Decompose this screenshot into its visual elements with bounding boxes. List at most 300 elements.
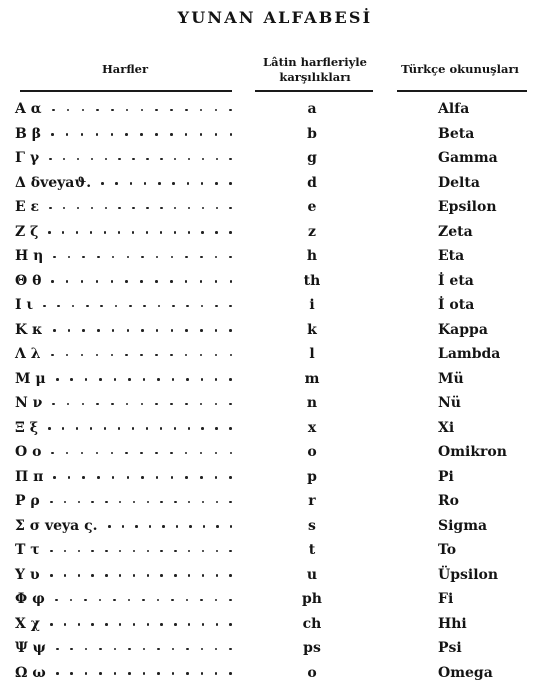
table-row xyxy=(0,637,550,662)
table-row xyxy=(0,564,550,589)
leader-dot xyxy=(185,452,188,455)
leader-dot xyxy=(230,354,233,357)
leader-dot xyxy=(66,280,69,283)
leader-dot xyxy=(105,207,108,210)
leader-dot xyxy=(156,256,159,259)
leader-dot xyxy=(84,599,87,602)
leader-dot xyxy=(57,305,60,308)
turkish-pronunciation: Xi xyxy=(438,419,455,436)
table-row xyxy=(0,196,550,221)
leader-dot xyxy=(216,574,219,577)
leader-dot xyxy=(185,280,188,283)
leader-dot xyxy=(172,305,175,308)
latin-equivalent: r xyxy=(308,493,316,509)
leader-dot xyxy=(201,427,204,430)
leader-dot xyxy=(200,599,203,602)
leader-dot xyxy=(113,599,116,602)
leader-dot xyxy=(170,403,173,406)
dot-leader xyxy=(49,203,232,213)
leader-dot xyxy=(127,476,130,479)
table-row xyxy=(0,588,550,613)
leader-dot xyxy=(229,378,232,381)
table-row xyxy=(0,392,550,417)
dot-leader xyxy=(101,179,232,189)
leader-dot xyxy=(201,648,204,651)
leader-dot xyxy=(188,501,191,504)
leader-dot xyxy=(230,280,233,283)
leader-dot xyxy=(128,648,131,651)
leader-dot xyxy=(147,550,150,553)
leader-dot xyxy=(82,403,85,406)
leader-dot xyxy=(135,525,138,528)
greek-letters: Ζ ζ xyxy=(15,223,39,240)
leader-dot xyxy=(229,329,232,332)
leader-dot xyxy=(147,501,150,504)
greek-letters: Ι ι xyxy=(15,297,34,313)
greek-letters: Λ λ xyxy=(15,346,41,362)
leader-dot xyxy=(200,280,203,283)
leader-dot xyxy=(156,329,159,332)
column-header-latin xyxy=(255,55,375,85)
leader-dot xyxy=(229,207,232,210)
leader-dot xyxy=(215,452,218,455)
leader-dot xyxy=(132,427,135,430)
table-row xyxy=(0,539,550,564)
leader-dot xyxy=(96,280,99,283)
latin-equivalent: th xyxy=(303,272,321,289)
leader-dot xyxy=(172,672,175,675)
greek-letters: Ρ ρ xyxy=(15,493,40,509)
leader-dot xyxy=(52,403,55,406)
leader-dot xyxy=(82,476,85,479)
leader-dot xyxy=(157,599,160,602)
column-header-turkish: Türkçe okunuşları xyxy=(401,62,519,76)
turkish-pronunciation: Üpsilon xyxy=(438,566,499,583)
leader-dot xyxy=(112,329,115,332)
leader-dot xyxy=(216,623,219,626)
leader-dot xyxy=(76,231,79,234)
leader-dot xyxy=(114,378,117,381)
leader-dot xyxy=(64,550,67,553)
leader-dot xyxy=(140,354,143,357)
turkish-pronunciation: İ eta xyxy=(438,272,474,289)
leader-dot xyxy=(229,109,232,112)
leader-dot xyxy=(85,648,88,651)
dot-leader xyxy=(49,154,232,164)
leader-dot xyxy=(185,133,188,136)
leader-dot xyxy=(108,525,111,528)
leader-dot xyxy=(81,133,84,136)
leader-dot xyxy=(202,158,205,161)
table-row xyxy=(0,98,550,123)
leader-dot xyxy=(68,476,71,479)
leader-dot xyxy=(91,623,94,626)
leader-dot xyxy=(170,109,173,112)
leader-dot xyxy=(99,378,102,381)
latin-equivalent: e xyxy=(307,199,317,215)
leader-dot xyxy=(170,133,173,136)
leader-dot xyxy=(188,207,191,210)
latin-equivalent: n xyxy=(306,395,318,411)
leader-dot xyxy=(146,427,149,430)
leader-dot xyxy=(155,452,158,455)
leader-dot xyxy=(229,623,232,626)
leader-dot xyxy=(50,550,53,553)
dot-leader xyxy=(56,644,232,654)
leader-dot xyxy=(140,280,143,283)
leader-dot xyxy=(186,672,189,675)
leader-dot xyxy=(49,207,52,210)
leader-dot xyxy=(186,648,189,651)
leader-dot xyxy=(63,158,66,161)
leader-dot xyxy=(127,329,130,332)
turkish-pronunciation: To xyxy=(438,542,457,558)
leader-dot xyxy=(143,305,146,308)
leader-dot xyxy=(188,427,191,430)
leader-dot xyxy=(229,427,232,430)
leader-dot xyxy=(146,158,149,161)
greek-letters: Ν ν xyxy=(15,395,43,411)
leader-dot xyxy=(72,305,75,308)
leader-dot xyxy=(156,476,159,479)
leader-dot xyxy=(174,550,177,553)
leader-dot xyxy=(96,403,99,406)
leader-dot xyxy=(215,182,218,185)
leader-dot xyxy=(215,231,218,234)
leader-dot xyxy=(56,378,59,381)
leader-dot xyxy=(215,109,218,112)
leader-dot xyxy=(146,207,149,210)
leader-dot xyxy=(49,158,52,161)
dot-leader xyxy=(56,669,232,679)
dot-leader xyxy=(51,448,232,458)
latin-equivalent: d xyxy=(307,174,317,191)
leader-dot xyxy=(111,354,114,357)
greek-letters: Σ σ veya ς. xyxy=(15,517,98,534)
leader-dot xyxy=(81,354,84,357)
turkish-pronunciation: İ ota xyxy=(438,297,475,313)
leader-dot xyxy=(50,501,53,504)
latin-equivalent: o xyxy=(307,444,317,460)
latin-equivalent: g xyxy=(307,150,317,166)
leader-dot xyxy=(201,182,204,185)
header-rule-turkish xyxy=(397,90,527,92)
greek-letters: Δ δveyaϑ. xyxy=(15,174,92,191)
leader-dot xyxy=(96,452,99,455)
dot-leader xyxy=(50,620,232,630)
leader-dot xyxy=(78,550,81,553)
leader-dot xyxy=(188,550,191,553)
turkish-pronunciation: Kappa xyxy=(438,321,488,338)
leader-dot xyxy=(126,403,129,406)
leader-dot xyxy=(185,354,188,357)
leader-dot xyxy=(201,672,204,675)
leader-dot xyxy=(171,599,174,602)
latin-equivalent: p xyxy=(307,468,317,485)
leader-dot xyxy=(141,329,144,332)
leader-dot xyxy=(105,574,108,577)
latin-equivalent: t xyxy=(308,542,316,558)
dot-leader xyxy=(56,375,232,385)
greek-letters: Χ χ xyxy=(15,615,40,632)
greek-letters: Α α xyxy=(15,101,42,117)
leader-dot xyxy=(203,525,206,528)
leader-dot xyxy=(91,158,94,161)
leader-dot xyxy=(160,623,163,626)
leader-dot xyxy=(200,133,203,136)
leader-dot xyxy=(215,476,218,479)
greek-letters: Υ υ xyxy=(15,566,40,583)
leader-dot xyxy=(155,354,158,357)
leader-dot xyxy=(125,133,128,136)
leader-dot xyxy=(172,182,175,185)
turkish-pronunciation: Hhi xyxy=(438,615,467,632)
table-row xyxy=(0,466,550,491)
leader-dot xyxy=(48,427,51,430)
leader-dot xyxy=(64,501,67,504)
leader-dot xyxy=(70,599,73,602)
leader-dot xyxy=(215,672,218,675)
turkish-pronunciation: Alfa xyxy=(438,101,470,117)
leader-dot xyxy=(155,133,158,136)
leader-dot xyxy=(51,133,54,136)
header-rule-latin xyxy=(255,90,373,92)
greek-letters: Ξ ξ xyxy=(15,419,39,436)
leader-dot xyxy=(82,256,85,259)
leader-dot xyxy=(160,158,163,161)
table-row xyxy=(0,368,550,393)
leader-dot xyxy=(201,378,204,381)
leader-dot xyxy=(229,256,232,259)
greek-letters: Ω ω xyxy=(15,664,46,681)
leader-dot xyxy=(115,305,118,308)
leader-dot xyxy=(82,329,85,332)
leader-dot xyxy=(215,256,218,259)
leader-dot xyxy=(68,256,71,259)
leader-dot xyxy=(143,672,146,675)
table-row xyxy=(0,221,550,246)
leader-dot xyxy=(171,256,174,259)
greek-letters: Μ μ xyxy=(15,370,46,387)
leader-dot xyxy=(122,525,125,528)
leader-dot xyxy=(229,672,232,675)
leader-dot xyxy=(132,158,135,161)
leader-dot xyxy=(202,207,205,210)
leader-dot xyxy=(202,501,205,504)
turkish-pronunciation: Pi xyxy=(438,468,454,485)
leader-dot xyxy=(119,550,122,553)
leader-dot xyxy=(111,280,114,283)
turkish-pronunciation: Omega xyxy=(438,664,493,681)
leader-dot xyxy=(200,452,203,455)
leader-dot xyxy=(229,574,232,577)
leader-dot xyxy=(216,525,219,528)
leader-dot xyxy=(202,623,205,626)
latin-equivalent: o xyxy=(307,664,317,681)
leader-dot xyxy=(99,672,102,675)
leader-dot xyxy=(172,648,175,651)
leader-dot xyxy=(160,207,163,210)
leader-dot xyxy=(187,182,190,185)
leader-dot xyxy=(230,452,233,455)
leader-dot xyxy=(100,305,103,308)
leader-dot xyxy=(176,525,179,528)
column-header-letters: Harfler xyxy=(101,62,149,76)
leader-dot xyxy=(133,550,136,553)
turkish-pronunciation: Lambda xyxy=(438,346,501,362)
leader-dot xyxy=(188,623,191,626)
leader-dot xyxy=(62,231,65,234)
leader-dot xyxy=(216,501,219,504)
leader-dot xyxy=(157,672,160,675)
greek-letters: Κ κ xyxy=(15,321,43,338)
leader-dot xyxy=(200,403,203,406)
leader-dot xyxy=(67,109,70,112)
leader-dot xyxy=(230,133,233,136)
turkish-pronunciation: Ro xyxy=(438,493,459,509)
leader-dot xyxy=(160,231,163,234)
leader-dot xyxy=(158,305,161,308)
turkish-pronunciation: Epsilon xyxy=(438,199,497,215)
leader-dot xyxy=(155,109,158,112)
leader-dot xyxy=(188,574,191,577)
leader-dot xyxy=(127,256,130,259)
leader-dot xyxy=(141,476,144,479)
column-header-latin-line1: Lâtin harfleriyle xyxy=(263,55,367,69)
greek-letters: Φ φ xyxy=(15,591,45,607)
latin-equivalent: i xyxy=(309,297,315,313)
leader-dot xyxy=(141,403,144,406)
leader-dot xyxy=(125,280,128,283)
leader-dot xyxy=(174,623,177,626)
leader-dot xyxy=(146,231,149,234)
greek-letters: Η η xyxy=(15,248,44,264)
leader-dot xyxy=(99,648,102,651)
leader-dot xyxy=(128,672,131,675)
leader-dot xyxy=(133,574,136,577)
leader-dot xyxy=(171,329,174,332)
dot-leader xyxy=(51,350,232,360)
turkish-pronunciation: Eta xyxy=(438,248,465,264)
leader-dot xyxy=(97,329,100,332)
header-rule-letters xyxy=(20,90,232,92)
leader-dot xyxy=(111,133,114,136)
leader-dot xyxy=(215,354,218,357)
dot-leader xyxy=(55,595,232,605)
greek-letters: Γ γ xyxy=(15,150,40,166)
table-row xyxy=(0,417,550,442)
column-header-latin-line2: karşılıkları xyxy=(279,70,351,84)
dot-leader xyxy=(48,424,232,434)
latin-equivalent: ph xyxy=(302,591,322,607)
leader-dot xyxy=(157,648,160,651)
leader-dot xyxy=(129,305,132,308)
dot-leader xyxy=(48,228,232,238)
leader-dot xyxy=(50,623,53,626)
leader-dot xyxy=(81,280,84,283)
leader-dot xyxy=(189,525,192,528)
leader-dot xyxy=(216,158,219,161)
leader-dot xyxy=(155,280,158,283)
table-row xyxy=(0,662,550,687)
leader-dot xyxy=(77,158,80,161)
latin-equivalent: ch xyxy=(302,615,322,632)
leader-dot xyxy=(105,501,108,504)
leader-dot xyxy=(229,305,232,308)
leader-dot xyxy=(229,231,232,234)
greek-letters: Θ θ xyxy=(15,272,42,289)
leader-dot xyxy=(115,182,118,185)
leader-dot xyxy=(68,329,71,332)
leader-dot xyxy=(78,623,81,626)
table-row xyxy=(0,147,550,172)
leader-dot xyxy=(128,599,131,602)
leader-dot xyxy=(101,182,104,185)
leader-dot xyxy=(52,109,55,112)
leader-dot xyxy=(133,623,136,626)
leader-dot xyxy=(66,354,69,357)
dot-leader xyxy=(50,546,232,556)
leader-dot xyxy=(172,378,175,381)
leader-dot xyxy=(118,427,121,430)
leader-dot xyxy=(86,305,89,308)
turkish-pronunciation: Beta xyxy=(438,125,475,142)
leader-dot xyxy=(105,550,108,553)
turkish-pronunciation: Mü xyxy=(438,370,464,387)
latin-equivalent: l xyxy=(309,346,315,362)
leader-dot xyxy=(230,525,233,528)
leader-dot xyxy=(112,256,115,259)
leader-dot xyxy=(186,305,189,308)
leader-dot xyxy=(149,525,152,528)
leader-dot xyxy=(215,427,218,430)
leader-dot xyxy=(64,574,67,577)
leader-dot xyxy=(142,599,145,602)
leader-dot xyxy=(85,378,88,381)
leader-dot xyxy=(188,231,191,234)
leader-dot xyxy=(63,207,66,210)
leader-dot xyxy=(174,158,177,161)
leader-dot xyxy=(77,207,80,210)
leader-dot xyxy=(82,109,85,112)
leader-dot xyxy=(201,305,204,308)
leader-dot xyxy=(85,672,88,675)
leader-dot xyxy=(70,378,73,381)
leader-dot xyxy=(78,501,81,504)
leader-dot xyxy=(160,574,163,577)
leader-dot xyxy=(160,427,163,430)
leader-dot xyxy=(112,476,115,479)
leader-dot xyxy=(185,109,188,112)
leader-dot xyxy=(133,501,136,504)
leader-dot xyxy=(104,231,107,234)
leader-dot xyxy=(119,501,122,504)
leader-dot xyxy=(215,648,218,651)
leader-dot xyxy=(105,158,108,161)
leader-dot xyxy=(91,550,94,553)
leader-dot xyxy=(186,599,189,602)
dot-leader xyxy=(52,105,232,115)
leader-dot xyxy=(91,574,94,577)
leader-dot xyxy=(170,354,173,357)
leader-dot xyxy=(66,133,69,136)
leader-dot xyxy=(229,501,232,504)
leader-dot xyxy=(174,427,177,430)
leader-dot xyxy=(229,476,232,479)
leader-dot xyxy=(114,648,117,651)
leader-dot xyxy=(185,329,188,332)
leader-dot xyxy=(229,403,232,406)
